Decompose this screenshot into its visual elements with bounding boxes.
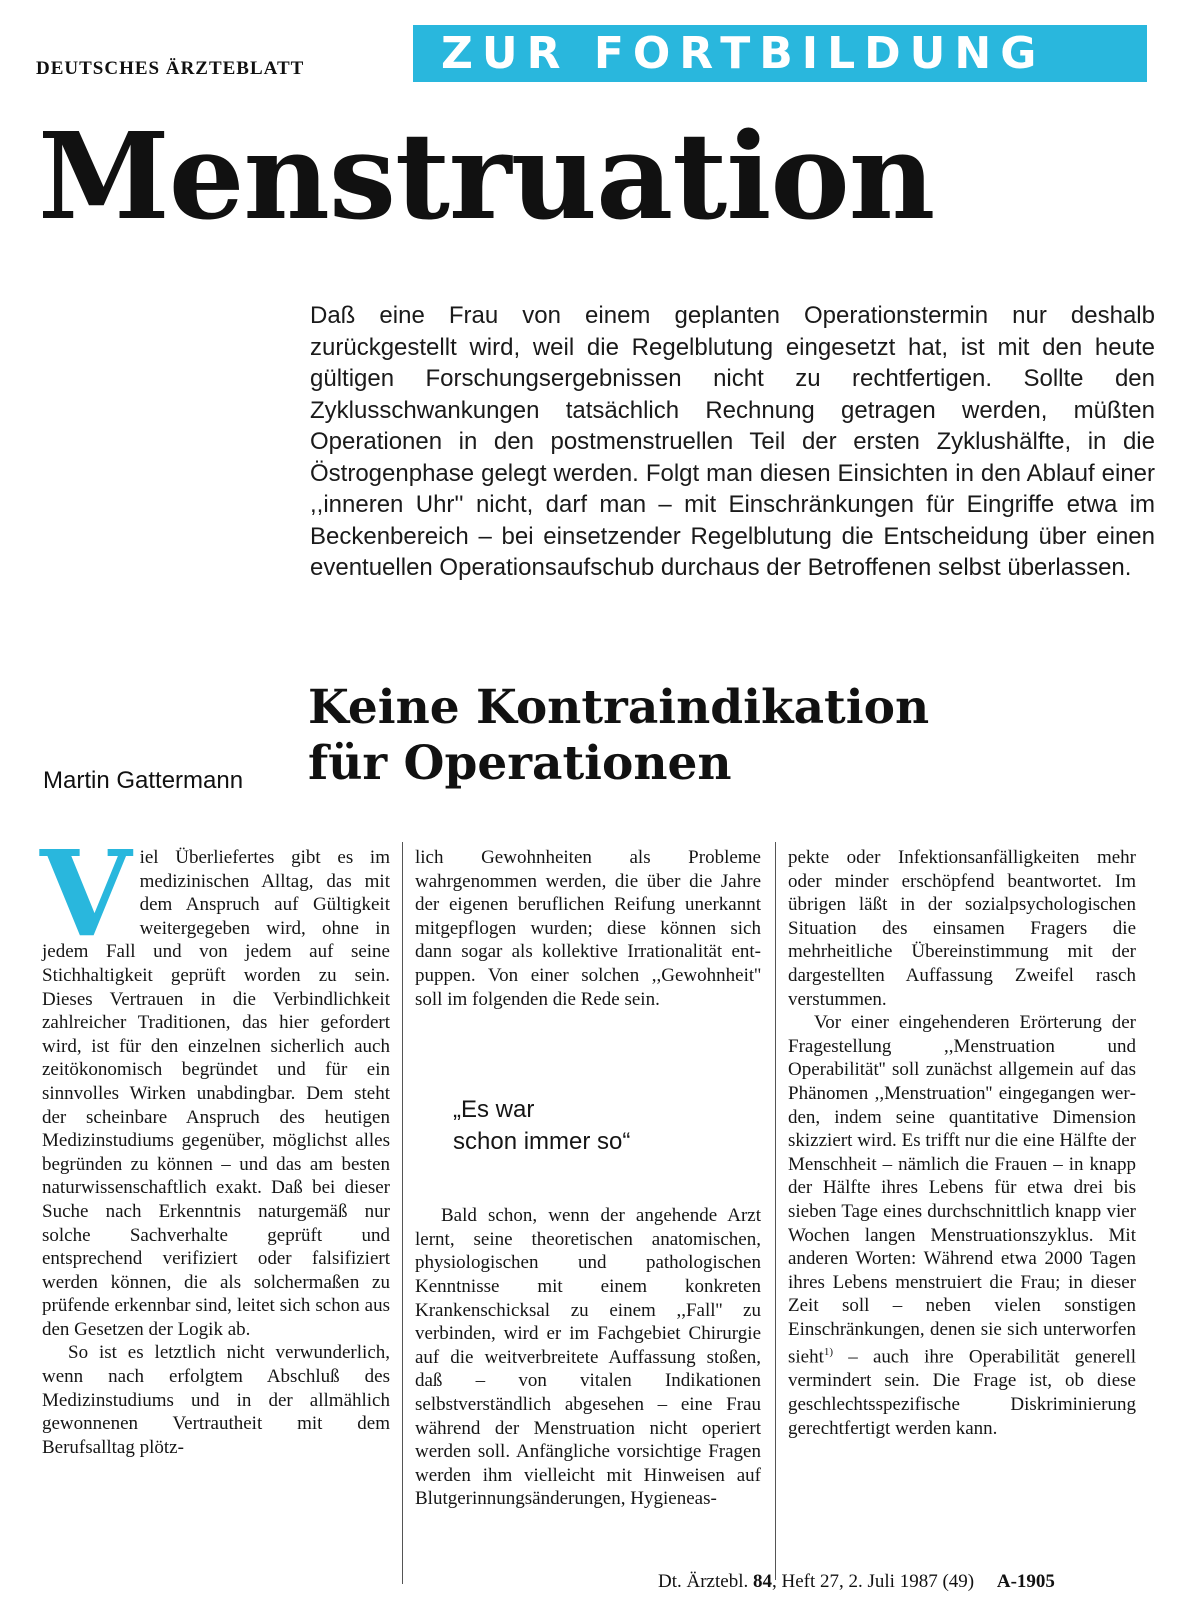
column-divider: [775, 842, 776, 1580]
body-paragraph: [40, 824, 390, 1341]
body-paragraph: pekte oder Infektionsanfälligkeiten mehr oder minder erschöpfend beantwortet. Im übrigen läßt in der sozialpsychologischen Situation des einsamen Fragers die mehrheitliche Übereinstimmung mit der dargestellten Auffassung Zweifel rasch verstummen.: [788, 847, 1136, 1010]
body-column-1: [40, 824, 390, 1459]
journal-name: DEUTSCHES ÄRZTEBLATT: [36, 58, 305, 79]
body-paragraph: So ist es letztlich nicht verwunderlich, wenn nach erfolgtem Abschluß des Medizinstudiums und in der allmählich gewonnenen Vertrautheit mit dem Berufsalltag plötz-: [42, 1342, 390, 1458]
page-number: A-1905: [996, 1571, 1055, 1592]
citation-prefix: Dt. Ärztebl.: [658, 1571, 749, 1592]
section-banner: ZUR FORTBILDUNG: [413, 25, 1147, 82]
pull-quote: [453, 1094, 761, 1158]
body-column-2: [415, 846, 761, 1511]
paragraph-text: Vor einer eingehenderen Erörterung der Fragestellung ,,Menstruation und Operabilität'' soll zunächst allgemein auf das Phänomen ,,Menstruation'' eingegangen werden, indem seine quantitative Dimension skizziert wird. Es trifft nur die eine Hälfte der Menschheit – nämlich die Frauen – in knapp der Hälfte ihres Lebens für etwa drei bis sieben Tage eines durchschnittlich knapp vier Wochen langen Menstruationszyklus. Mit anderen Worten: Während etwa 2000 Tagen ihres Lebens menstruiert die Frau; in dieser Zeit soll – neben vielen sonstigen Einschränkungen, denen sie sich unterworfen sieht: [788, 1012, 1136, 1368]
column-divider: [402, 842, 403, 1584]
paragraph-text: – auch ihre Operabilität generell vermindert sein. Die Frage ist, ob diese geschlechtsspezifische Diskriminierung gerechtfertigt werden kann.: [788, 1346, 1136, 1439]
article-subtitle: [308, 680, 929, 792]
footnote-reference: 1): [823, 1346, 834, 1359]
subtitle-line-2: für Operationen: [308, 736, 732, 791]
body-column-3: [788, 846, 1136, 1440]
pull-quote-line-1: „Es war: [453, 1096, 535, 1124]
article-title: Menstruation: [38, 107, 935, 247]
body-paragraph: [788, 1011, 1136, 1440]
author-name: Martin Gattermann: [43, 767, 244, 794]
lead-paragraph: Daß eine Frau von einem geplanten Operationstermin nur deshalb zurückgestellt wird, weil die Regelblutung eingesetzt hat, ist mit den heute gültigen Forschungsergebnissen nicht zu rechtfertigen. Sollte den Zyklusschwankungen tatsächlich Rechnung getragen werden, müßten Operationen in den postmenstruellen Teil der ersten Zyklushälfte, in die Östrogenphase gelegt werden. Folgt man diesen Einsichten in den Ablauf einer ,,inneren Uhr'' nicht, darf man – mit Einschränkungen für Eingriffe etwa im Beckenbereich – bei einsetzender Regelblutung die Entscheidung über einen eventuellen Operationsaufschub durchaus der Betroffenen selbst überlassen.: [310, 302, 1155, 581]
page-footer: [658, 1571, 1055, 1593]
subtitle-line-1: Keine Kontraindikation: [308, 680, 930, 735]
pull-quote-line-2: schon immer so“: [453, 1128, 631, 1156]
body-paragraph: lich Gewohnheiten als Probleme wahrgenommen werden, die über die Jahre der eigenen beruflichen Reifung unerkannt mitgepflogen wurden; diese können sich dann sogar als kollektive Irrationalität entpuppen. Von einer solchen ,,Gewohnheit'' soll im folgenden die Rede sein.: [415, 847, 761, 1010]
drop-cap: V: [40, 824, 132, 963]
paragraph-text: iel Überliefertes gibt es im medizinischen Alltag, das mit dem Anspruch auf Gültigkeit weitergegeben wird, ohne in jedem Fall und von jedem auf seine Stichhaltigkeit geprüft worden zu sein. Dieses Vertrauen in die Verbindlichkeit zahlreicher Traditionen, das hier gefordert wird, ist für den einzelnen sicherlich auch zeitökonomisch begründet und für ein sinnvolles Wirken unabdingbar. Dem steht der scheinbare Anspruch des heutigen Medizinstudiums gegenüber, möglichst alles begründen zu können – und das am besten naturwissenschaftlich exakt. Daß bei dieser Suche nach Erkenntnis naturgemäß nur solche Sachverhalte geprüft und entsprechend verifiziert oder falsifiziert werden können, die als solchermaßen zu prüfende erkennbar sind, leitet sich schon aus den Gesetzen der Logik ab.: [42, 847, 390, 1340]
citation-issue: , Heft 27, 2. Juli 1987 (49): [771, 1571, 975, 1592]
body-paragraph: Bald schon, wenn der angehende Arzt lernt, seine theoretischen anatomischen, physiologischen und pathologischen Kenntnisse mit einem konkreten Krankenschicksal zu einem ,,Fall'' zu verbinden, wird er im Fachgebiet Chirurgie auf die weitverbreitete Auffassung stoßen, daß – von vitalen Indikationen selbstverständlich abgesehen – eine Frau während der Menstruation nicht operiert werden soll. Anfängliche vorsichtige Fragen werden ihm vielleicht mit Hinweisen auf Blutgerinnungsänderungen, Hygieneas-: [415, 1205, 761, 1510]
citation-volume: 84: [752, 1571, 772, 1592]
